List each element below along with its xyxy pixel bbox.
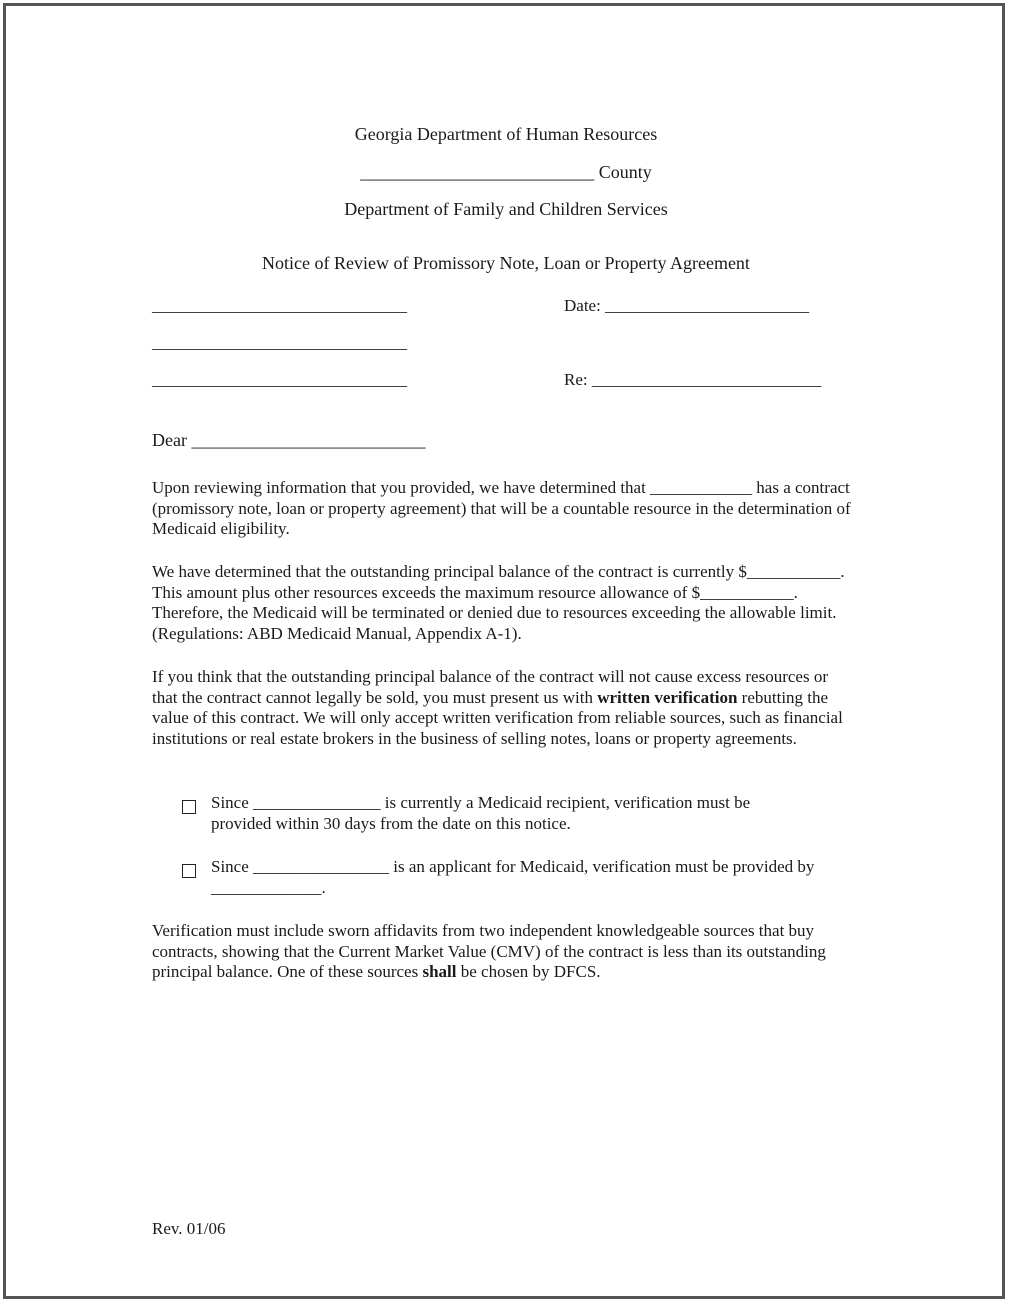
paragraph-determination: Upon reviewing information that you provided, we have determined that ____________ has a contract (promissory note, loan or property agreement) that will be a countable resource in the determination of Medicaid eligibility. xyxy=(152,478,851,539)
paragraph-balance: We have determined that the outstanding principal balance of the contract is currently $___________. This amount plus other resources exceeds the maximum resource allowance of $___________. Therefore, the Medicaid will be terminated or denied due to resources exceeding the allowable limit. (Regulations: ABD Medicaid Manual, Appendix A-1). xyxy=(152,562,845,643)
paragraph-affidavits xyxy=(152,921,857,983)
recipient-checkbox[interactable] xyxy=(182,800,196,814)
notice-title: Notice of Review of Promissory Note, Loan or Property Agreement xyxy=(262,253,750,273)
applicant-item-line-1: Since ________________ is an applicant for Medicaid, verification must be provided by xyxy=(211,857,815,876)
agency-heading: Georgia Department of Human Resources xyxy=(354,124,658,144)
address-line-2: ______________________________ xyxy=(152,333,407,352)
address-line-1: ______________________________ xyxy=(152,296,407,315)
rebuttal-bold-text: written verification xyxy=(597,687,738,707)
paragraph-rebuttal xyxy=(152,667,857,749)
affidavits-text-end: be chosen by DFCS. xyxy=(456,962,601,982)
rebuttal-text-start: If you think that the outstanding principal balance of the contract will not cause excess resources or that the contract cannot legally be sold, you must present us with xyxy=(152,667,828,707)
revision-footer: Rev. 01/06 xyxy=(152,1219,226,1238)
affidavits-text-start: Verification must include sworn affidavits from two independent knowledgeable sources that buy contracts, showing that the Current Market Value (CMV) of the contract is less than its outstanding principal balance. One of these sources xyxy=(152,921,826,982)
address-line-3: ______________________________ xyxy=(152,370,407,389)
division-heading: Department of Family and Children Services xyxy=(344,199,668,219)
county-line: __________________________ County xyxy=(360,162,652,182)
date-field: Date: ________________________ xyxy=(564,296,810,315)
rebuttal-text-end: rebutting the value of this contract. We will only accept written verification from reliable sources, such as financial institutions or real estate brokers in the business of selling notes, loans or property agreements. xyxy=(152,687,843,748)
re-field: Re: ___________________________ xyxy=(564,370,822,389)
salutation: Dear __________________________ xyxy=(152,430,426,450)
applicant-item-line-2: _____________. xyxy=(211,878,326,897)
recipient-item-line-1: Since _______________ is currently a Medicaid recipient, verification must be xyxy=(211,793,751,812)
recipient-item-line-2: provided within 30 days from the date on this notice. xyxy=(211,814,571,833)
applicant-checkbox[interactable] xyxy=(182,864,196,878)
affidavits-bold-text: shall xyxy=(422,962,457,982)
